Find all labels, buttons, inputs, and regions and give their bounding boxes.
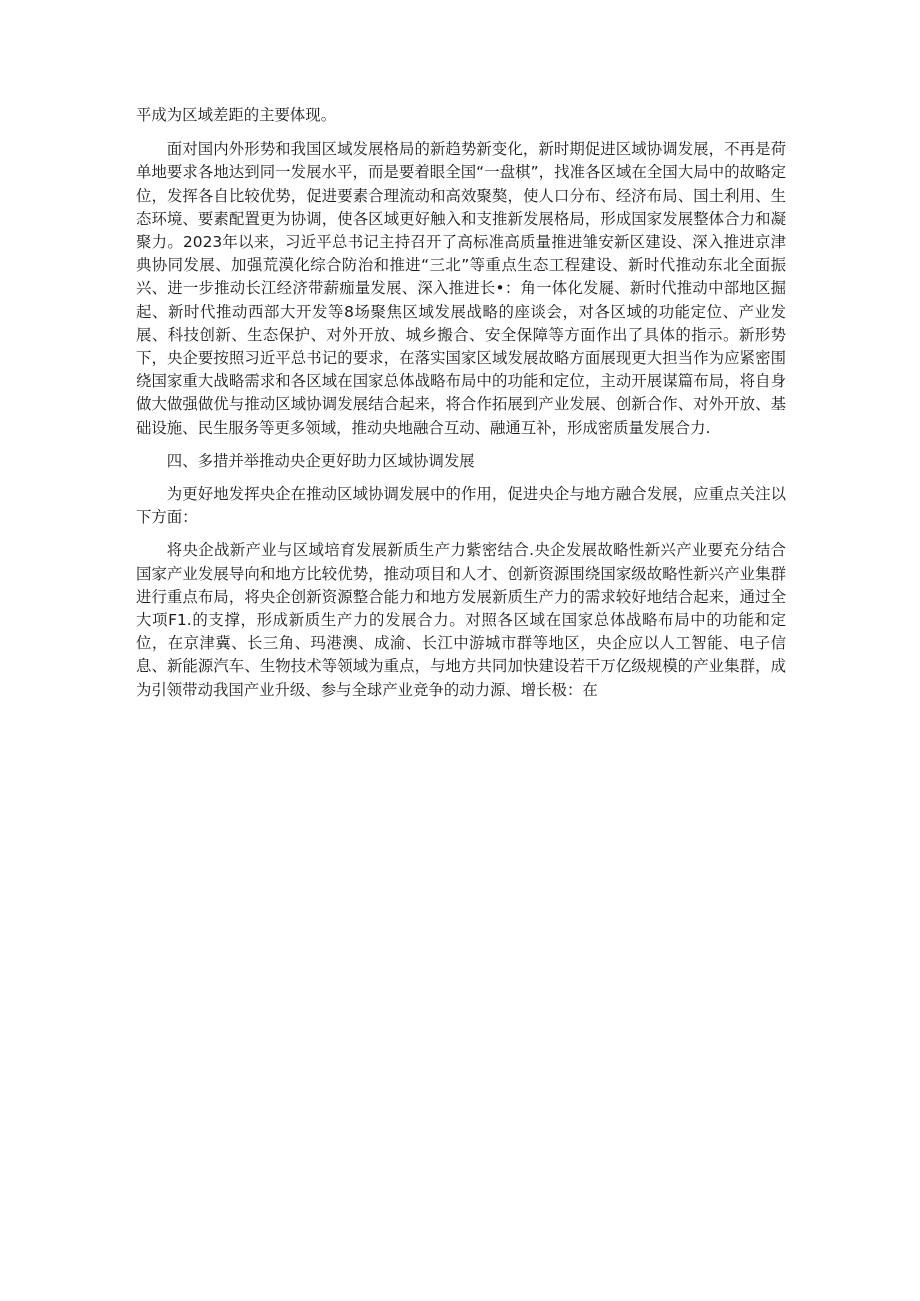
paragraph-intro: 为更好地发挥央企在推动区域协调发展中的作用，促进央企与地方融合发展，应重点关注以下方面： [136, 485, 786, 527]
paragraph-continuation: 平成为区域差距的主要体现。 [136, 106, 337, 124]
section-heading: 四、多措并举推动央企更好助力区域协调发展 [166, 451, 475, 470]
paragraph-regional-development: 面对国内外形势和我国区域发展格局的新趋势新变化，新时期促进区域协调发展，不再是荷单地要求各地达到同一发展水平，而是要着眼全国“一盘棋”，找准各区域在全国大局中的故略定位，发挥各自比较优势，促进要素合理流动和高效聚獒，使人口分布、经济布局、国土利用、生态环境、要素配置更为协调，使各区域更好触入和支推新发展格局，形成国家发展整体合力和凝聚力。2023年以来，习近平总书记主持召开了高标准高质量推进雏安新区建设、深入推进京津典协同发展、加强荒漠化综合防治和推进“三北”等重点生态工程建设、新时代推动东北全面振兴、进一步推动长江经济带薪痂量发展、深入推进长•：角一体化发屣、新时代推动中部地区掘起、新时代推动西部大开发等8场聚焦区域发展战略的座谈会，对各区域的功能定位、产业发展、科技创新、生态保护、对外开放、城乡搬合、安全保障等方面作出了具体的指示。新形势下，央企要按照习近平总书记的要求，在落实国家区域发展故略方面展现更大担当作为应紧密围绕国家重大战略需求和各区域在国家总体战略布局中的功能和定位，主动开展谋篇布局，将自身做大做强做优与推动区域协调发展结合起来，将合作拓展到产业发展、创新合作、对外开放、基础设施、民生服务等更多领域，推动央地融合互动、融通互补，形成密质量发展合力. [136, 140, 786, 437]
document-body [136, 104, 786, 712]
paragraph-emerging-industries: 将央企战新产业与区域培育发展新质生产力紫密结合.央企发展故略性新兴产业要充分结合国家产业发展导向和地方比较优势，推动项目和人才、创新资源围绕国家级故略性新兴产业集群进行重点布局，将央企创新资源整合能力和地方发展新质生产力的需求较好地结合起来，通过全大项F1.的支撑，形成新质生产力的发展合力。对照各区域在国家总体战略布局中的功能和定位，在京津冀、长三角、玛港澳、成渝、长江中游城市群等地区，央企应以人工智能、电子信息、新能源汽车、生物技术等领域为重点，与地方共同加快建设若干万亿级规模的产业集群，成为引领带动我国产业升级、参与全球产业竞争的动力源、增长极：在 [136, 541, 786, 699]
